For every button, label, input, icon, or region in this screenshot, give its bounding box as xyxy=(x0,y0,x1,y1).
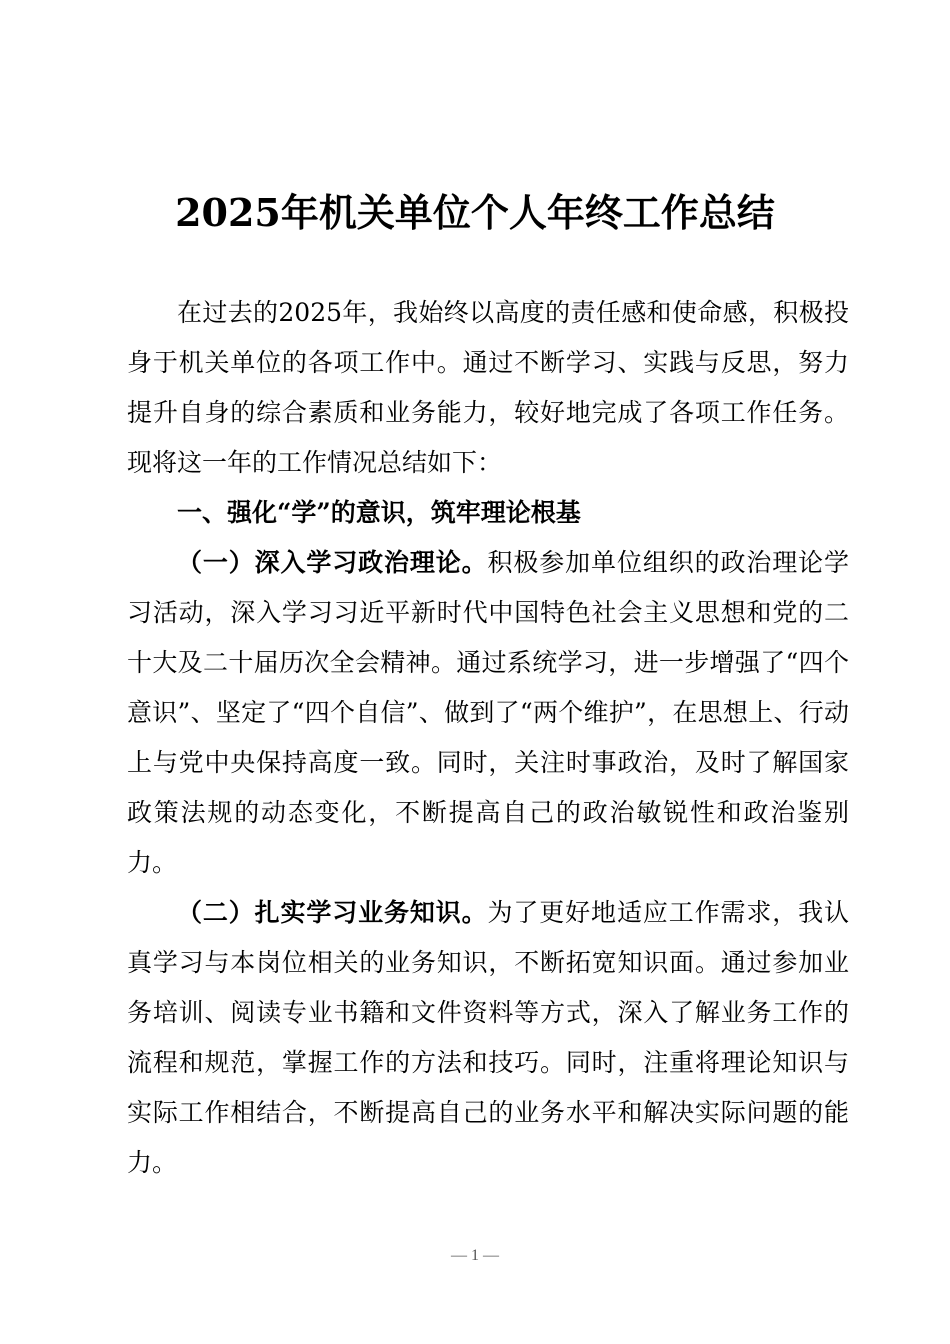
paragraph-item-1 xyxy=(127,538,849,888)
document-title: 2025年机关单位个人年终工作总结 xyxy=(175,190,775,235)
item-lead-2: （二）扎实学习业务知识。 xyxy=(177,898,488,927)
item-lead-1: （一）深入学习政治理论。 xyxy=(177,548,488,577)
item-text-1: 积极参加单位组织的政治理论学习活动，深入学习习近平新时代中国特色社会主义思想和党的二十大及二十届历次全会精神。通过系统学习，进一步增强了“四个意识”、坚定了“四个自信”、做到了“两个维护”，在思想上、行动上与党中央保持高度一致。同时，关注时事政治，及时了解国家政策法规的动态变化，不断提高自己的政治敏锐性和政治鉴别力。 xyxy=(127,548,849,877)
document-body xyxy=(127,288,849,1188)
item-text-2: 为了更好地适应工作需求，我认真学习与本岗位相关的业务知识，不断拓宽知识面。通过参加业务培训、阅读专业书籍和文件资料等方式，深入了解业务工作的流程和规范，掌握工作的方法和技巧。同时，注重将理论知识与实际工作相结合，不断提高自己的业务水平和解决实际问题的能力。 xyxy=(127,898,849,1177)
section-heading: 一、强化“学”的意识，筑牢理论根基 xyxy=(177,498,581,527)
page-number: — 1 — xyxy=(451,1247,499,1264)
intro-paragraph: 在过去的2025年，我始终以高度的责任感和使命感，积极投身于机关单位的各项工作中。通过不断学习、实践与反思，努力提升自身的综合素质和业务能力，较好地完成了各项工作任务。现将这一年的工作情况总结如下： xyxy=(127,298,849,477)
paragraph-item-2 xyxy=(127,888,849,1188)
